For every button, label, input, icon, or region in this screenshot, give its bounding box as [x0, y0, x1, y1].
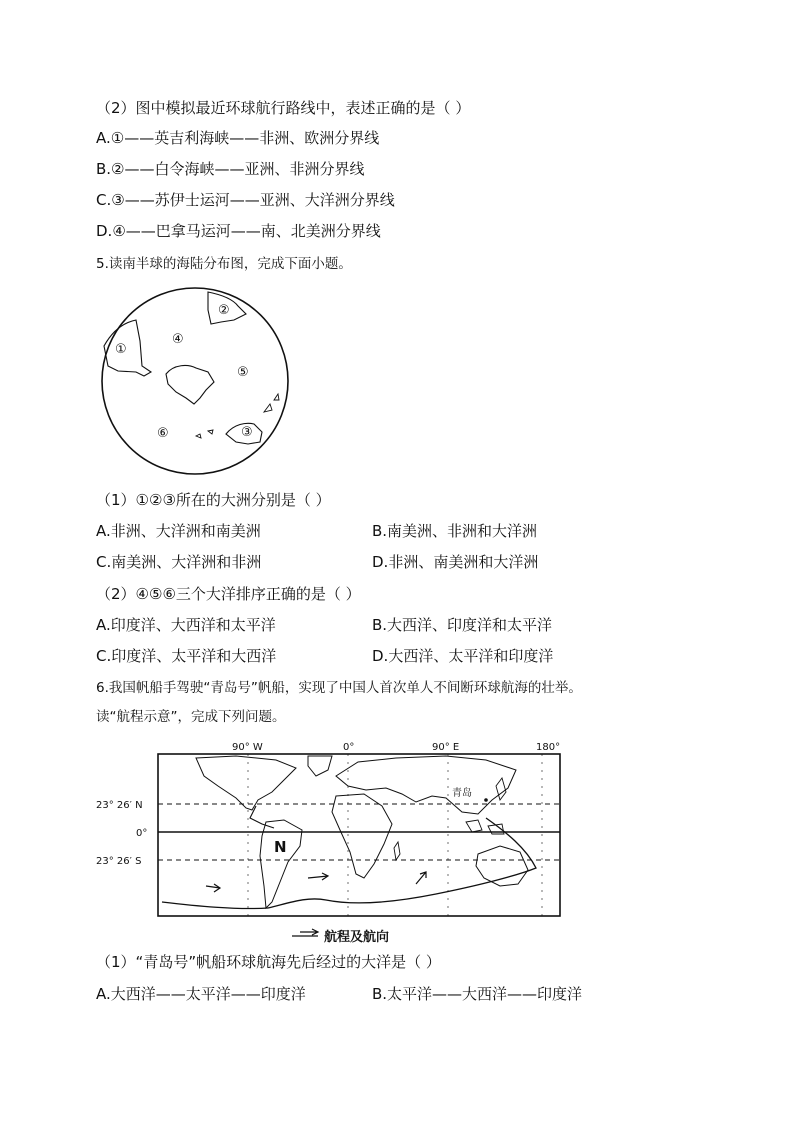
lon-label-90e: 90° E [432, 742, 460, 753]
lon-label-90w: 90° W [232, 742, 263, 753]
map-label-2: ② [218, 303, 230, 318]
q5-sub2-stem: （2）④⑤⑥三个大洋排序正确的是（ ） [96, 585, 361, 603]
q5-sub1-option-c: C.南美洲、大洋洲和非洲 [96, 553, 262, 571]
map-legend: 航程及航向 [324, 930, 390, 945]
map-label-3: ③ [241, 425, 253, 440]
q5-sub1-stem: （1）①②③所在的大洲分别是（ ） [96, 491, 331, 509]
map-n-label: N [274, 838, 287, 856]
q4-sub2-option-c: C.③——苏伊士运河——亚洲、大洋洲分界线 [96, 191, 395, 209]
q5-sub1-option-a: A.非洲、大洋洲和南美洲 [96, 522, 261, 540]
q5-sub2-option-c: C.印度洋、太平洋和大西洋 [96, 647, 277, 665]
voyage-map [96, 736, 566, 946]
map-label-5: ⑤ [237, 365, 249, 380]
q5-sub1-option-d: D.非洲、南美洲和大洋洲 [372, 553, 539, 571]
q6-stem-line2: 读“航程示意”，完成下列问题。 [96, 709, 286, 725]
q5-sub1-option-b: B.南美洲、非洲和大洋洲 [372, 522, 538, 540]
q6-stem-line1: 6.我国帆船手驾驶“青岛号”帆船，实现了中国人首次单人不间断环球航海的壮举。 [96, 680, 582, 696]
q6-sub1-option-a: A.大西洋——太平洋——印度洋 [96, 985, 306, 1003]
q4-sub2-stem: （2）图中模拟最近环球航行路线中，表述正确的是（ ） [96, 99, 471, 117]
lon-label-0: 0° [343, 742, 355, 753]
lat-label-tropic-s: 23° 26′ S [96, 856, 142, 867]
q6-sub1-stem: （1）“青岛号”帆船环球航海先后经过的大洋是（ ） [96, 953, 441, 971]
q5-sub2-option-b: B.大西洋、印度洋和太平洋 [372, 616, 553, 634]
q6-sub1-option-b: B.太平洋——大西洋——印度洋 [372, 985, 583, 1003]
map-label-1: ① [115, 342, 127, 357]
map-label-4: ④ [172, 332, 184, 347]
map-label-6: ⑥ [157, 426, 169, 441]
southern-hemisphere-map [96, 286, 296, 476]
q5-sub2-option-a: A.印度洋、大西洋和太平洋 [96, 616, 276, 634]
q4-sub2-option-b: B.②——白令海峡——亚洲、非洲分界线 [96, 160, 365, 178]
lat-label-tropic-n: 23° 26′ N [96, 800, 143, 811]
q5-sub2-option-d: D.大西洋、太平洋和印度洋 [372, 647, 554, 665]
q4-sub2-option-a: A.①——英吉利海峡——非洲、欧洲分界线 [96, 129, 380, 147]
lon-label-180: 180° [536, 742, 561, 753]
q5-stem: 5.读南半球的海陆分布图，完成下面小题。 [96, 256, 352, 272]
lat-label-equator: 0° [136, 828, 148, 839]
map-city-label: 青岛 [452, 788, 472, 799]
q4-sub2-option-d: D.④——巴拿马运河——南、北美洲分界线 [96, 222, 381, 240]
